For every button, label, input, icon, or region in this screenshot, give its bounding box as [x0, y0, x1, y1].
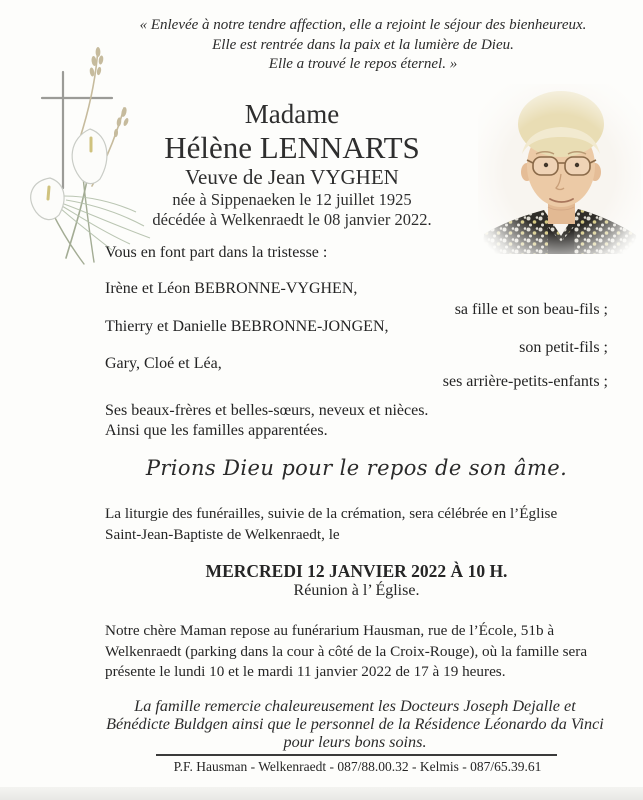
footer-divider: [156, 754, 557, 756]
ceremony-line: La liturgie des funérailles, suivie de la crémation, sera célébrée en l’Église: [105, 505, 558, 522]
funeral-home-footer: P.F. Hausman - Welkenraedt - 087/88.00.32 - Kelmis - 087/65.39.61: [173, 759, 542, 774]
visitation-line: présente le lundi 10 et le mardi 11 janvier 2022 de 17 à 19 heures.: [105, 663, 506, 680]
relative-relation: son petit-fils ;: [519, 339, 608, 356]
ceremony-line: Saint-Jean-Baptiste de Welkenraedt, le: [105, 525, 340, 543]
quote-line: Elle est rentrée dans la paix et la lumière de Dieu.: [212, 36, 514, 53]
widow-line: Veuve de Jean VYGHEN: [185, 165, 399, 189]
visitation-paragraph: [105, 621, 620, 683]
photo-vignette: [478, 84, 641, 254]
relative-relation: ses arrière-petits-enfants ;: [442, 373, 608, 390]
other-relatives-line: Ainsi que les familles apparentées.: [105, 422, 328, 439]
salutation: Madame: [244, 99, 340, 129]
relative-names: Thierry et Danielle BEBRONNE-JONGEN,: [105, 318, 389, 335]
thanks-line: La famille remercie chaleureusement les Docteurs Joseph Dejalle et: [134, 697, 576, 715]
birth-line: née à Sippenaeken le 12 juillet 1925: [172, 190, 412, 209]
relative-names: Irène et Léon BEBRONNE-VYGHEN,: [105, 280, 358, 297]
quote-line: « Enlevée à notre tendre affection, elle a rejoint le séjour des bienheureux.: [139, 17, 587, 33]
death-line: décédée à Welkenraedt le 08 janvier 2022.: [152, 210, 432, 229]
quote-block: [88, 16, 638, 75]
thanks-line: pour leurs bons soins.: [283, 733, 427, 752]
other-relatives-line: Ses beaux-frères et belles-sœurs, neveux et nièces.: [105, 402, 429, 419]
portrait-photo: [478, 84, 641, 254]
announcement-intro: Vous en font part dans la tristesse :: [105, 244, 328, 261]
relative-relation: sa fille et son beau-fils ;: [454, 301, 608, 318]
thanks-line: Bénédicte Buldgen ainsi que le personnel de la Résidence Léonardo da Vinci: [106, 715, 604, 734]
relative-names: Gary, Cloé et Léa,: [105, 355, 222, 372]
ceremony-meeting: Réunion à l’ Église.: [293, 582, 420, 599]
visitation-line: Welkenraedt (parking dans la cour à côté de la Croix-Rouge), où la famille sera: [105, 642, 588, 660]
prayer-line: Prions Dieu pour le repos de son âme.: [145, 456, 568, 480]
quote-line: Elle a trouvé le repos éternel. »: [268, 56, 458, 72]
ceremony-paragraph: [105, 504, 615, 545]
title-block: [57, 99, 527, 230]
thanks-paragraph: [75, 697, 635, 752]
visitation-line: Notre chère Maman repose au funérarium Hausman, rue de l’École, 51b à: [105, 622, 555, 639]
scan-edge-band: [0, 787, 643, 800]
deceased-name: Hélène LENNARTS: [164, 130, 420, 165]
ceremony-date: MERCREDI 12 JANVIER 2022 À 10 H.: [205, 561, 508, 581]
